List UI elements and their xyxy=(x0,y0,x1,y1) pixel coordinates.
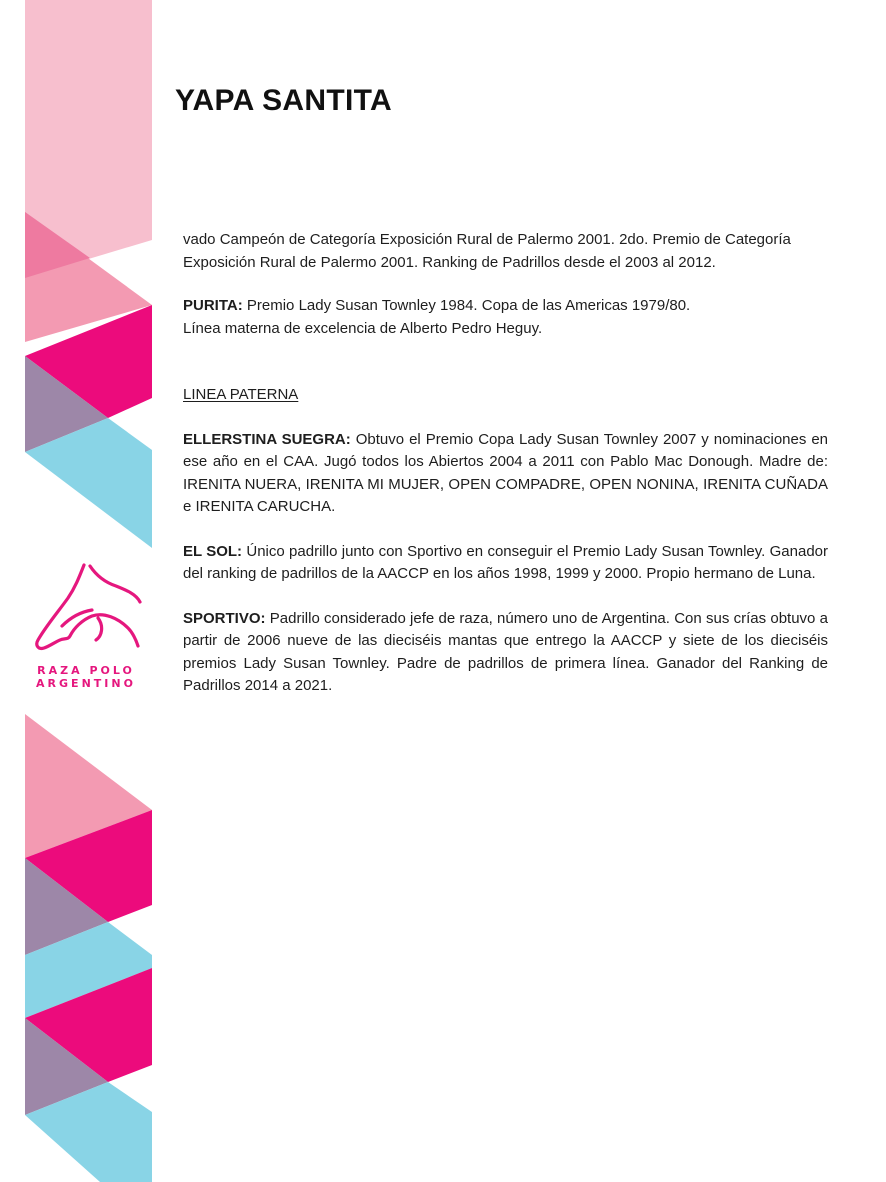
document-body xyxy=(183,229,828,698)
intro-line-1: vado Campeón de Categoría Exposición Rural de Palermo 2001. 2do. Premio de Categoría xyxy=(183,231,791,248)
entry-el-sol xyxy=(183,541,828,586)
entry-name: EL SOL: xyxy=(183,542,243,560)
entry-sportivo xyxy=(183,608,828,698)
brand-name-line-1: RAZA POLO xyxy=(37,664,135,677)
entry-text: Padrillo considerado jefe de raza, número uno de Argentina. Con sus crías obtuvo a partir de 2006 nueve de las dieciséis mantas que entrego la AACCP y siete de los dieciséis premios Lady Susan Townley. Padre de padrillos de primera línea. Ganador del Ranking de Padrillos 2014 a 2021. xyxy=(183,609,828,694)
entry-name: SPORTIVO: xyxy=(183,609,266,627)
entry-name: ELLERSTINA SUEGRA: xyxy=(183,430,351,448)
purita-line-1: Premio Lady Susan Townley 1984. Copa de las Americas 1979/80. xyxy=(242,297,691,314)
intro-line-2: Exposición Rural de Palermo 2001. Ranking de Padrillos desde el 2003 al 2012. xyxy=(183,253,716,271)
purita-line-2: Línea materna de excelencia de Alberto Pedro Heguy. xyxy=(183,319,543,337)
horse-head-icon xyxy=(37,565,140,648)
brand-name-line-2: ARGENTINO xyxy=(36,677,136,690)
intro-paragraph xyxy=(183,229,828,274)
page-title: YAPA SANTITA xyxy=(175,84,392,117)
entry-ellerstina-suegra xyxy=(183,429,828,519)
decorative-side-band xyxy=(0,0,152,1182)
section-heading-linea-paterna: LINEA PATERNA xyxy=(183,386,299,403)
purita-paragraph xyxy=(183,295,828,340)
entry-text: Obtuvo el Premio Copa Lady Susan Townley 2007 y nominaciones en ese año en el CAA. Jugó todos los Abiertos 2004 a 2011 con Pablo Mac Donough. Madre de: IRENITA NUERA, IRENITA MI MUJER, OPEN COMPADRE, OPEN NONINA, IRENITA CUÑADA e IRENITA CARUCHA. xyxy=(183,430,828,515)
purita-name: PURITA: xyxy=(183,297,243,314)
entry-text: Único padrillo junto con Sportivo en conseguir el Premio Lady Susan Townley. Ganador del ranking de padrillos de la AACCP en los años 1998, 1999 y 2000. Propio hermano de Luna. xyxy=(183,542,828,582)
